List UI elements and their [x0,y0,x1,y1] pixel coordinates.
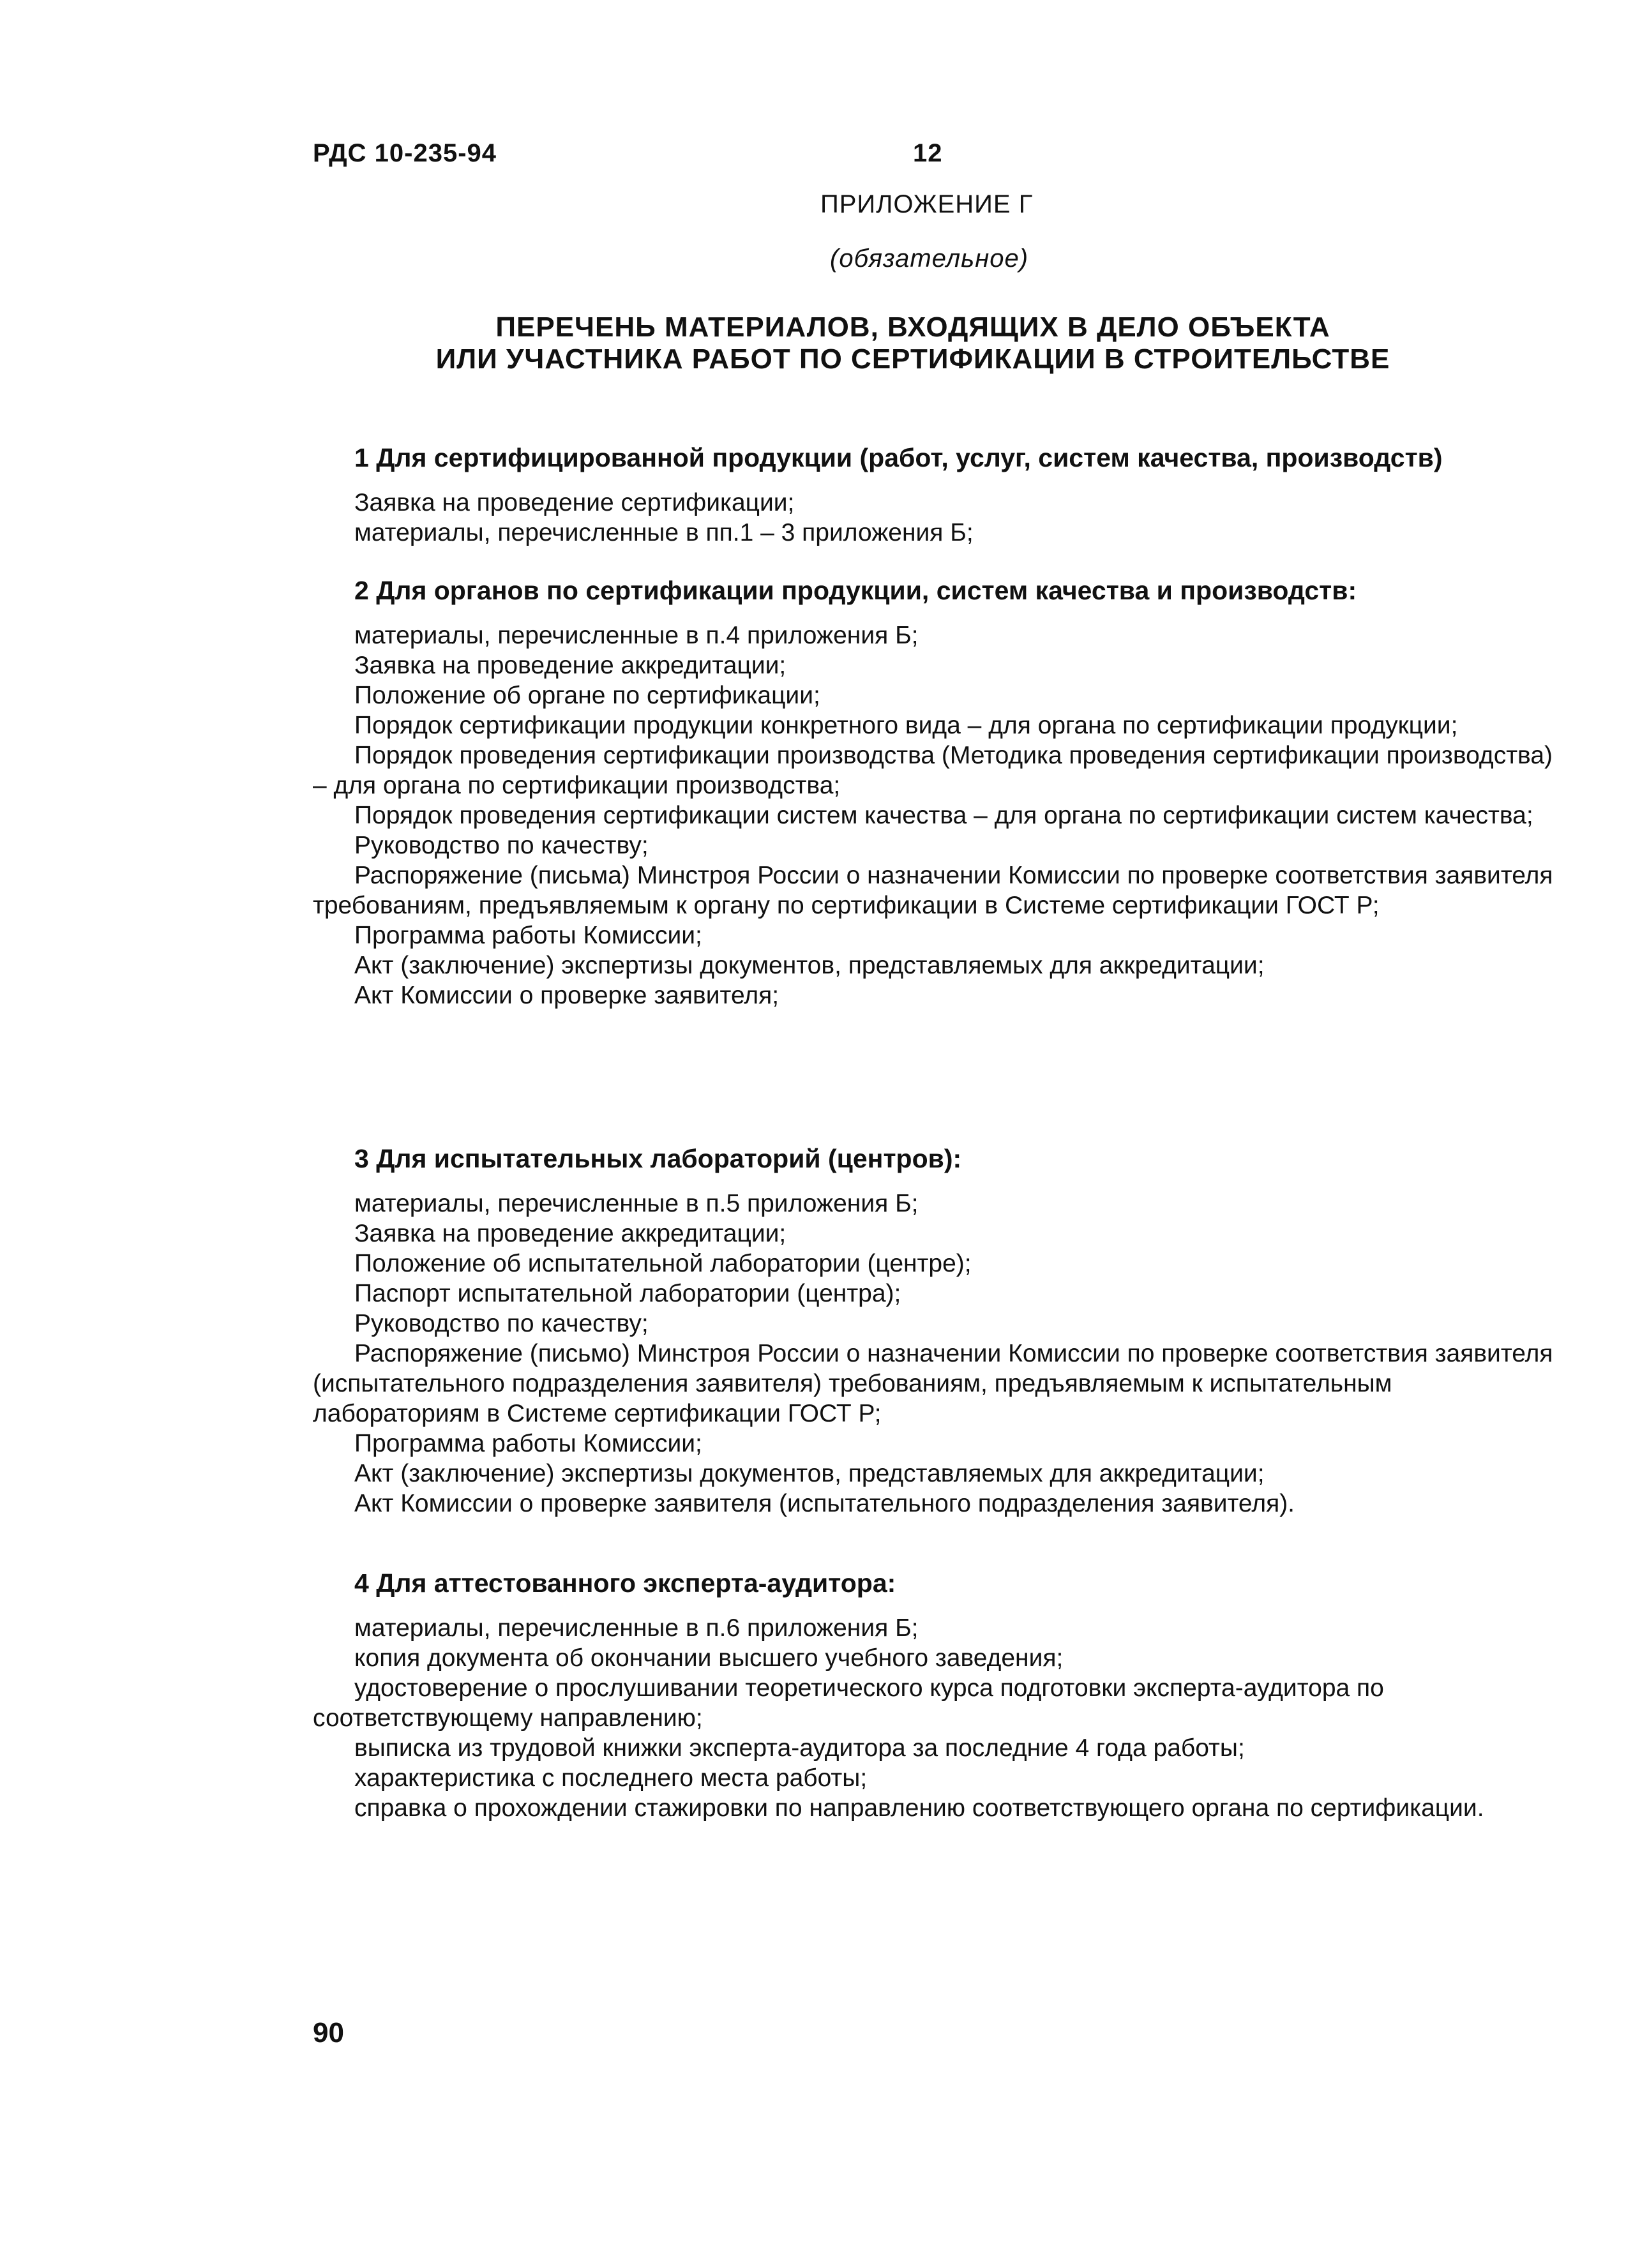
list-item: Руководство по качеству; [354,1310,649,1337]
appendix-obligation-note: (обязательное) [830,244,1029,273]
list-item: Распоряжение (письма) Минстроя России о назначении Комиссии по проверке соответствия заявителя требованиям, предъявляемым к органу по сертификации в Системе сертификации ГОСТ Р; [313,862,1553,919]
document-code: РДС 10-235-94 [313,139,497,167]
list-item: Положение об органе по сертификации; [354,682,820,709]
list-item: Порядок сертификации продукции конкретного вида – для органа по сертификации продукции; [354,712,1458,739]
section-4 [313,1567,1564,1823]
list-item: Руководство по качеству; [354,832,649,859]
list-item: материалы, перечисленные в пп.1 – 3 приложения Б; [354,519,974,546]
list-item: Программа работы Комиссии; [354,922,702,949]
page-label: 12 [913,139,943,167]
section-2 [313,575,1564,1010]
list-item: Паспорт испытательной лаборатории (центра); [354,1280,901,1307]
list-item: справка о прохождении стажировки по направлению соответствующего органа по сертификации. [354,1794,1484,1822]
section-heading: 2 Для органов по сертификации продукции, систем качества и производств: [354,576,1357,605]
list-item: Положение об испытательной лаборатории (центре); [354,1250,972,1277]
document-title [319,312,1507,375]
list-item: Акт (заключение) экспертизы документов, представляемых для аккредитации; [354,1460,1265,1487]
section-item-list [313,1189,1564,1519]
title-line-1: ПЕРЕЧЕНЬ МАТЕРИАЛОВ, ВХОДЯЩИХ В ДЕЛО ОБЪЕКТА [495,312,1330,343]
section-heading: 4 Для аттестованного эксперта-аудитора: [354,1568,896,1598]
list-item: Заявка на проведение аккредитации; [354,1220,787,1247]
list-item: Акт Комиссии о проверке заявителя (испытательного подразделения заявителя). [354,1490,1295,1517]
list-item: выписка из трудовой книжки эксперта-аудитора за последние 4 года работы; [354,1734,1245,1762]
list-item: Заявка на проведение сертификации; [354,489,795,516]
list-item: материалы, перечисленные в п.6 приложения Б; [354,1614,919,1642]
list-item: Распоряжение (письмо) Минстроя России о назначении Комиссии по проверке соответствия заявителя (испытательного подразделения заявителя) требованиям, предъявляемым к испытательным лабораториям в Системе сертификации ГОСТ Р; [313,1340,1553,1427]
list-item: Акт (заключение) экспертизы документов, представляемых для аккредитации; [354,952,1265,979]
appendix-label: ПРИЛОЖЕНИЕ Г [820,190,1034,218]
section-heading: 1 Для сертифицированной продукции (работ, услуг, систем качества, производств) [354,443,1443,472]
page-number: 90 [313,2017,344,2048]
section-item-list [313,488,1564,548]
list-item: характеристика с последнего места работы; [354,1764,868,1792]
section-item-list [313,620,1564,1010]
list-item: Порядок проведения сертификации производства (Методика проведения сертификации производства) – для органа по сертификации производства; [313,742,1553,799]
section-3 [313,1143,1564,1519]
list-item: удостоверение о прослушивании теоретического курса подготовки эксперта-аудитора по соответствующему направлению; [313,1674,1384,1732]
list-item: Порядок проведения сертификации систем качества – для органа по сертификации систем качества; [354,802,1533,829]
list-item: Заявка на проведение аккредитации; [354,652,787,679]
list-item: материалы, перечисленные в п.4 приложения Б; [354,622,919,649]
list-item: материалы, перечисленные в п.5 приложения Б; [354,1190,919,1217]
list-item: Программа работы Комиссии; [354,1430,702,1457]
section-heading: 3 Для испытательных лабораторий (центров): [354,1144,962,1173]
list-item: копия документа об окончании высшего учебного заведения; [354,1644,1064,1672]
section-1 [313,442,1564,548]
list-item: Акт Комиссии о проверке заявителя; [354,982,779,1009]
section-item-list [313,1613,1564,1823]
title-line-2: ИЛИ УЧАСТНИКА РАБОТ ПО СЕРТИФИКАЦИИ В СТРОИТЕЛЬСТВЕ [435,343,1390,375]
